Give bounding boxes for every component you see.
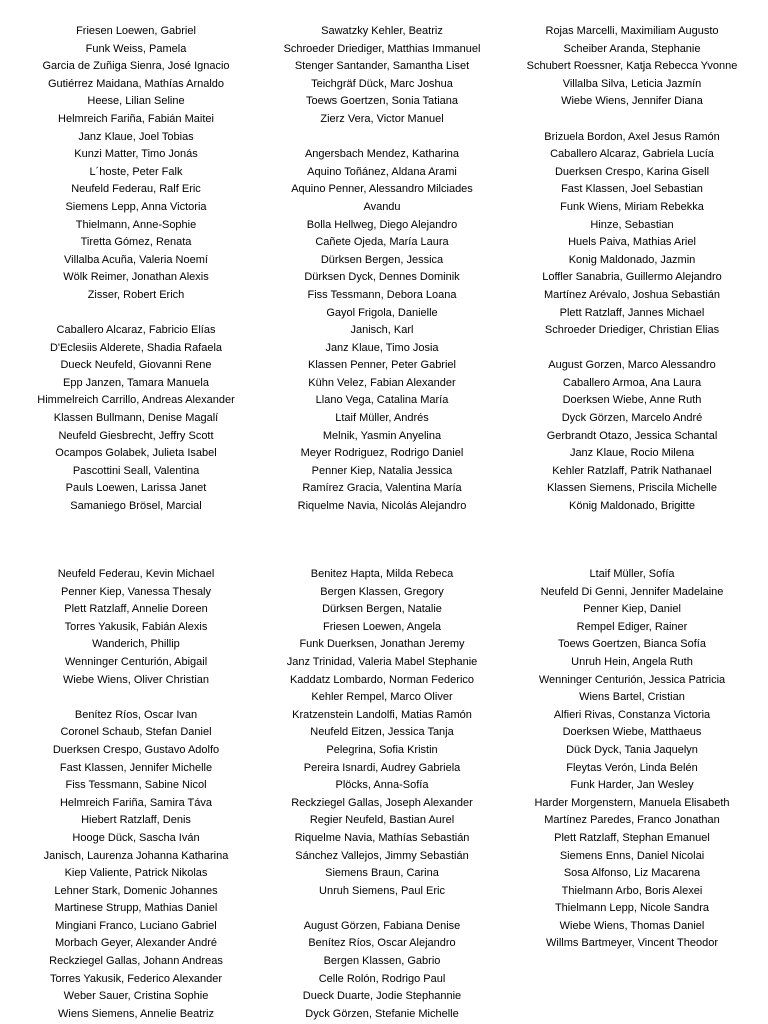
name-entry: Wiebe Wiens, Thomas Daniel bbox=[559, 919, 705, 932]
name-entry: Gayol Frigola, Danielle bbox=[326, 306, 438, 319]
name-entry: Reckziegel Gallas, Johann Andreas bbox=[49, 955, 223, 968]
group-spacer bbox=[520, 340, 744, 358]
group-spacer bbox=[24, 689, 248, 707]
name-entry: Siemens Braun, Carina bbox=[325, 867, 439, 880]
name-entry: Stenger Santander, Samantha Liset bbox=[294, 60, 470, 73]
name-entry: Fiss Tessmann, Debora Loana bbox=[307, 288, 457, 301]
name-entry: Wiens Bartel, Cristian bbox=[579, 691, 685, 704]
name-entry: Samaniego Brösel, Marcial bbox=[70, 500, 202, 513]
group-spacer bbox=[24, 305, 248, 323]
name-entry: Celle Rolón, Rodrigo Paul bbox=[318, 972, 446, 985]
name-entry: Fiss Tessmann, Sabine Nicol bbox=[65, 779, 207, 792]
bottom-center-name-column bbox=[270, 566, 494, 1023]
name-entry: Ocampos Golabek, Julieta Isabel bbox=[55, 447, 217, 460]
name-entry: Duerksen Crespo, Karina Gisell bbox=[554, 165, 710, 178]
name-entry: Helmreich Fariña, Samira Táva bbox=[59, 796, 212, 809]
name-entry: August Görzen, Fabiana Denise bbox=[303, 919, 461, 932]
name-entry: Epp Janzen, Tamara Manuela bbox=[63, 376, 209, 389]
name-entry: Thielmann, Anne-Sophie bbox=[75, 218, 197, 231]
name-entry: Regier Neufeld, Bastian Aurel bbox=[309, 814, 455, 827]
name-entry: Hooge Dück, Sascha Iván bbox=[72, 831, 200, 844]
name-entry: Thielmann Arbo, Boris Alexei bbox=[561, 884, 703, 897]
group-spacer bbox=[520, 111, 744, 129]
name-entry: Sosa Alfonso, Liz Macarena bbox=[563, 867, 701, 880]
name-entry: Willms Bartmeyer, Vincent Theodor bbox=[546, 937, 718, 950]
name-entry: Benítez Ríos, Oscar Alejandro bbox=[308, 937, 456, 950]
name-entry: Ltaif Müller, Andrés bbox=[335, 412, 429, 425]
name-entry: Toews Goertzen, Bianca Sofía bbox=[558, 638, 706, 651]
name-entry: Penner Kiep, Vanessa Thesaly bbox=[60, 585, 212, 598]
name-entry: Friesen Loewen, Angela bbox=[322, 620, 442, 633]
name-entry: Caballero Alcaraz, Fabricio Elías bbox=[56, 324, 216, 337]
name-entry: Doerksen Wiebe, Anne Ruth bbox=[562, 394, 702, 407]
name-entry: Plett Ratzlaff, Annelie Doreen bbox=[64, 603, 208, 616]
name-entry: Kiep Valiente, Patrick Nikolas bbox=[64, 867, 208, 880]
name-entry: Reckziegel Gallas, Joseph Alexander bbox=[291, 796, 473, 809]
name-entry: Caballero Armoa, Ana Laura bbox=[562, 376, 702, 389]
group-spacer bbox=[270, 900, 494, 918]
name-entry: Funk Weiss, Pamela bbox=[85, 42, 187, 55]
bottom-left-name-column bbox=[24, 566, 248, 1023]
name-entry: Konig Maldonado, Jazmin bbox=[568, 253, 696, 266]
name-entry: Harder Morgenstern, Manuela Elisabeth bbox=[534, 796, 730, 809]
name-entry: Janisch, Laurenza Johanna Katharina bbox=[43, 849, 229, 862]
name-entry: Ramírez Gracia, Valentina María bbox=[302, 482, 462, 495]
name-entry: Himmelreich Carrillo, Andreas Alexander bbox=[37, 394, 235, 407]
name-entry: Bergen Klassen, Gregory bbox=[320, 585, 444, 598]
name-entry: Klassen Penner, Peter Gabriel bbox=[308, 359, 456, 372]
name-entry: Dürksen Bergen, Jessica bbox=[320, 253, 444, 266]
name-entry: Funk Duerksen, Jonathan Jeremy bbox=[299, 638, 465, 651]
name-entry: Unruh Hein, Angela Ruth bbox=[571, 655, 693, 668]
name-entry: Plett Ratzlaff, Stephan Emanuel bbox=[554, 831, 710, 844]
name-entry: Janz Klaue, Timo Josia bbox=[325, 341, 439, 354]
name-entry: Bergen Klassen, Gabrio bbox=[323, 955, 441, 968]
bottom-right-name-column bbox=[520, 566, 744, 953]
name-entry: Doerksen Wiebe, Matthaeus bbox=[562, 726, 702, 739]
name-entry: Friesen Loewen, Gabriel bbox=[76, 25, 196, 37]
name-entry: Aquino Penner, Alessandro Milciades bbox=[291, 183, 473, 196]
name-entry: Janz Klaue, Joel Tobias bbox=[78, 130, 194, 143]
name-entry: Villalba Acuña, Valeria Noemí bbox=[64, 253, 208, 266]
name-entry: Gerbrandt Otazo, Jessica Schantal bbox=[546, 429, 718, 442]
top-right-name-column bbox=[520, 23, 744, 516]
name-entry: Villalba Silva, Leticia Jazmín bbox=[562, 77, 702, 90]
name-entry: Dyck Görzen, Stefanie Michelle bbox=[305, 1007, 459, 1020]
name-entry: Siemens Enns, Daniel Nicolai bbox=[559, 849, 705, 862]
name-entry: Rempel Ediger, Rainer bbox=[576, 620, 688, 633]
name-entry: Bolla Hellweg, Diego Alejandro bbox=[306, 218, 458, 231]
name-entry: Thielmann Lepp, Nicole Sandra bbox=[554, 902, 710, 915]
name-entry: Hinze, Sebastian bbox=[590, 218, 674, 231]
name-entry: Neufeld Federau, Ralf Eric bbox=[71, 183, 201, 196]
name-entry: Penner Kiep, Daniel bbox=[583, 603, 681, 616]
name-entry: Martínez Arévalo, Joshua Sebastián bbox=[543, 288, 721, 301]
name-entry: Janz Klaue, Rocio Milena bbox=[569, 447, 695, 460]
name-entry: Kaddatz Lombardo, Norman Federico bbox=[289, 673, 475, 686]
name-entry: Klassen Bullmann, Denise Magalí bbox=[53, 412, 219, 425]
name-entry: Unruh Siemens, Paul Eric bbox=[319, 884, 445, 897]
name-entry: Kühn Velez, Fabian Alexander bbox=[308, 376, 456, 389]
top-center-name-column bbox=[270, 23, 494, 516]
name-entry: Torres Yakusik, Federico Alexander bbox=[49, 972, 222, 985]
name-entry: Garcia de Zuñiga Sienra, José Ignacio bbox=[42, 60, 230, 73]
name-entry: Neufeld Di Genni, Jennifer Madelaine bbox=[540, 585, 724, 598]
name-entry: Helmreich Fariña, Fabián Maitei bbox=[58, 112, 214, 125]
name-entry: Martinese Strupp, Mathias Daniel bbox=[54, 902, 218, 915]
name-entry: Scheiber Aranda, Stephanie bbox=[563, 42, 701, 55]
name-entry: Pascottini Seall, Valentina bbox=[72, 464, 200, 477]
name-entry: Riquelme Navia, Nicolás Alejandro bbox=[297, 500, 467, 513]
name-entry: Morbach Geyer, Alexander André bbox=[54, 937, 218, 950]
name-entry: Torres Yakusik, Fabián Alexis bbox=[64, 620, 208, 633]
name-entry: Funk Harder, Jan Wesley bbox=[570, 779, 694, 792]
name-entry: Aquino Toñánez, Aldana Arami bbox=[307, 165, 457, 178]
name-entry: Alfieri Rivas, Constanza Victoria bbox=[553, 708, 711, 721]
name-entry: Fleytas Verón, Linda Belén bbox=[566, 761, 698, 774]
name-entry: Sánchez Vallejos, Jimmy Sebastián bbox=[295, 849, 469, 862]
name-entry: Kehler Ratzlaff, Patrik Nathanael bbox=[552, 464, 712, 477]
name-entry: Zierz Vera, Victor Manuel bbox=[320, 112, 444, 125]
name-entry: Dück Dyck, Tania Jaquelyn bbox=[566, 743, 698, 756]
name-entry: Schroeder Driediger, Christian Elias bbox=[544, 324, 720, 337]
name-entry: Neufeld Federau, Kevin Michael bbox=[57, 568, 215, 580]
name-entry: Pelegrina, Sofia Kristin bbox=[326, 743, 438, 756]
name-entry: Pauls Loewen, Larissa Janet bbox=[65, 482, 207, 495]
name-entry: Lehner Stark, Domenic Johannes bbox=[54, 884, 218, 897]
name-entry: Brizuela Bordon, Axel Jesus Ramón bbox=[544, 130, 720, 143]
name-entry: Caballero Alcaraz, Gabriela Lucía bbox=[550, 148, 714, 161]
name-entry: Neufeld Eitzen, Jessica Tanja bbox=[310, 726, 454, 739]
name-entry: Schubert Roessner, Katja Rebecca Yvonne bbox=[526, 60, 738, 73]
name-entry: Siemens Lepp, Anna Victoria bbox=[65, 200, 207, 213]
name-entry: Neufeld Giesbrecht, Jeffry Scott bbox=[58, 429, 214, 442]
name-entry: Coronel Schaub, Stefan Daniel bbox=[60, 726, 212, 739]
group-spacer bbox=[270, 129, 494, 147]
name-entry: Klassen Siemens, Priscila Michelle bbox=[547, 482, 717, 495]
name-entry: Weber Sauer, Cristina Sophie bbox=[63, 990, 209, 1003]
name-entry: Heese, Lilian Seline bbox=[87, 95, 185, 108]
name-entry: Riquelme Navia, Mathías Sebastián bbox=[294, 831, 470, 844]
name-entry: Plett Ratzlaff, Jannes Michael bbox=[559, 306, 705, 319]
name-entry: Pereira Isnardi, Audrey Gabriela bbox=[303, 761, 461, 774]
name-entry: Rojas Marcelli, Maximiliam Augusto bbox=[545, 25, 719, 37]
name-entry: D'Eclesiis Alderete, Shadia Rafaela bbox=[49, 341, 223, 354]
name-entry: L´hoste, Peter Falk bbox=[89, 165, 183, 178]
name-entry: Wiebe Wiens, Jennifer Diana bbox=[561, 95, 703, 108]
name-entry: Kehler Rempel, Marco Oliver bbox=[311, 691, 453, 704]
name-entry: Zisser, Robert Erich bbox=[87, 288, 185, 301]
name-entry: Duerksen Crespo, Gustavo Adolfo bbox=[52, 743, 220, 756]
name-entry: Wenninger Centurión, Jessica Patricia bbox=[538, 673, 726, 686]
name-entry: Wenninger Centurión, Abigail bbox=[64, 655, 208, 668]
name-entry: Plöcks, Anna-Sofía bbox=[335, 779, 429, 792]
name-entry: Dueck Duarte, Jodie Stephannie bbox=[302, 990, 462, 1003]
name-entry: Angersbach Mendez, Katharina bbox=[304, 148, 460, 161]
name-entry: Dürksen Bergen, Natalie bbox=[322, 603, 442, 616]
name-entry: Benítez Ríos, Oscar Ivan bbox=[74, 708, 198, 721]
name-entry: Wanderich, Phillip bbox=[92, 638, 180, 651]
name-entry: Meyer Rodriguez, Rodrigo Daniel bbox=[300, 447, 464, 460]
name-entry: Wölk Reimer, Jonathan Alexis bbox=[63, 271, 209, 284]
name-entry: Funk Wiens, Miriam Rebekka bbox=[560, 200, 704, 213]
name-entry: Loffler Sanabria, Guillermo Alejandro bbox=[542, 271, 722, 284]
name-entry: Janz Trinidad, Valeria Mabel Stephanie bbox=[286, 655, 478, 668]
name-entry: Wiebe Wiens, Oliver Christian bbox=[62, 673, 210, 686]
name-entry: Fast Klassen, Jennifer Michelle bbox=[59, 761, 213, 774]
name-entry: Cañete Ojeda, María Laura bbox=[315, 236, 449, 249]
name-entry: Wiens Siemens, Annelie Beatriz bbox=[58, 1007, 214, 1020]
name-entry: Kunzi Matter, Timo Jonás bbox=[74, 148, 198, 161]
name-entry: Dueck Neufeld, Giovanni Rene bbox=[60, 359, 212, 372]
name-entry: Dyck Görzen, Marcelo André bbox=[561, 412, 703, 425]
name-entry: König Maldonado, Brigitte bbox=[569, 500, 695, 513]
name-entry: Sawatzky Kehler, Beatriz bbox=[321, 25, 443, 37]
name-entry: Melnik, Yasmin Anyelina bbox=[322, 429, 442, 442]
name-entry: Toews Goertzen, Sonia Tatiana bbox=[305, 95, 459, 108]
name-entry: Fast Klassen, Joel Sebastian bbox=[561, 183, 703, 196]
name-entry: Kratzenstein Landolfi, Matias Ramón bbox=[292, 708, 472, 721]
name-entry: Mingiani Franco, Luciano Gabriel bbox=[55, 919, 217, 932]
name-entry: Janisch, Karl bbox=[350, 324, 414, 337]
name-entry: Hiebert Ratzlaff, Denis bbox=[81, 814, 191, 827]
top-left-name-column bbox=[24, 23, 248, 516]
name-entry: Teichgräf Dück, Marc Joshua bbox=[311, 77, 453, 90]
name-entry: Penner Kiep, Natalia Jessica bbox=[311, 464, 453, 477]
name-entry: Benitez Hapta, Milda Rebeca bbox=[310, 568, 454, 580]
name-entry: Tiretta Gómez, Renata bbox=[80, 236, 192, 249]
name-entry: Ltaif Müller, Sofía bbox=[589, 568, 675, 580]
name-entry: Llano Vega, Catalina María bbox=[315, 394, 449, 407]
name-entry: August Gorzen, Marco Alessandro bbox=[548, 359, 716, 372]
name-entry: Huels Paiva, Mathias Ariel bbox=[568, 236, 696, 249]
name-entry: Martínez Paredes, Franco Jonathan bbox=[544, 814, 720, 827]
name-entry: Avandu bbox=[363, 200, 401, 213]
name-entry: Dürksen Dyck, Dennes Dominik bbox=[304, 271, 460, 284]
name-entry: Gutiérrez Maidana, Mathías Arnaldo bbox=[47, 77, 225, 90]
name-entry: Schroeder Driediger, Matthias Immanuel bbox=[283, 42, 481, 55]
